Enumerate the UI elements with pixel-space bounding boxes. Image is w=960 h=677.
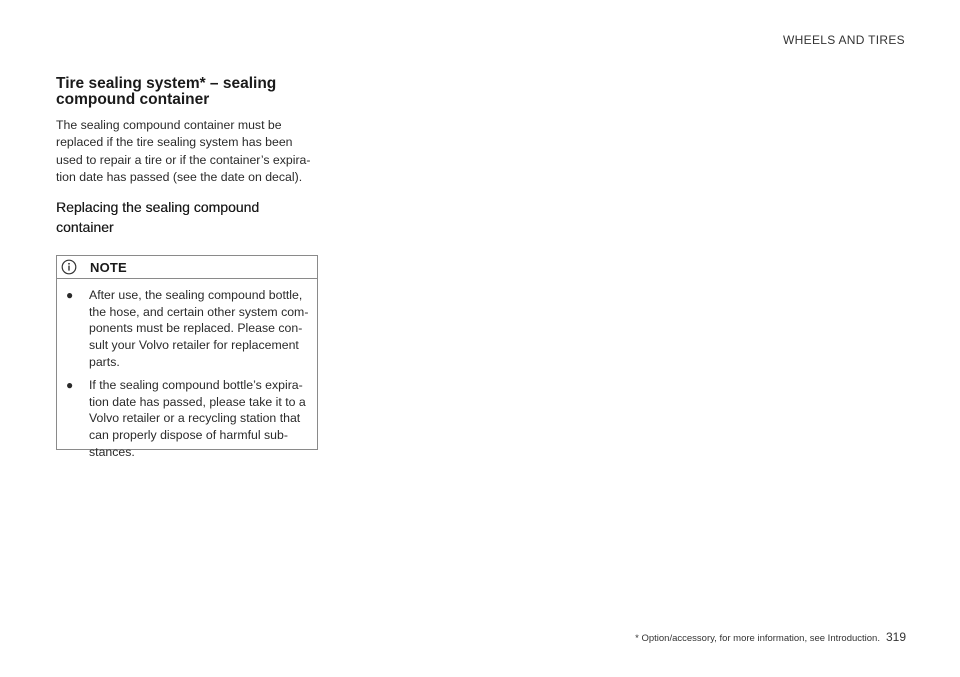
page-footer [635,630,906,644]
note-header [57,256,317,279]
note-item [57,377,311,460]
intro-paragraph: The sealing compound container must be replaced if the tire sealing system has been used to repair a tire or if the container’s expiration date has passed (see the date on decal). [56,118,311,184]
info-icon [61,259,77,275]
bullet: ● [66,288,74,303]
note-box [56,255,318,459]
page-number: 319 [885,630,906,644]
note-item-text: After use, the sealing compound bottle, the hose, and certain other system components must be replaced. Please consult your Volvo retailer for replacement parts. [89,288,309,369]
content-column [56,75,320,459]
subheading: Replacing the sealing compound container [56,199,260,235]
section-title: Tire sealing system* – sealing compound container [56,75,277,108]
note-list [57,279,317,460]
note-item-text: If the sealing compound bottle’s expiration date has passed, please take it to a Volvo retailer or a recycling station that can properly dispose of harmful substances. [89,378,306,459]
bullet: ● [66,378,74,393]
note-item [57,287,311,370]
footnote: * Option/accessory, for more information, see Introduction. [635,633,880,644]
chapter-header: WHEELS AND TIRES [783,33,905,47]
note-title: NOTE [90,259,127,275]
